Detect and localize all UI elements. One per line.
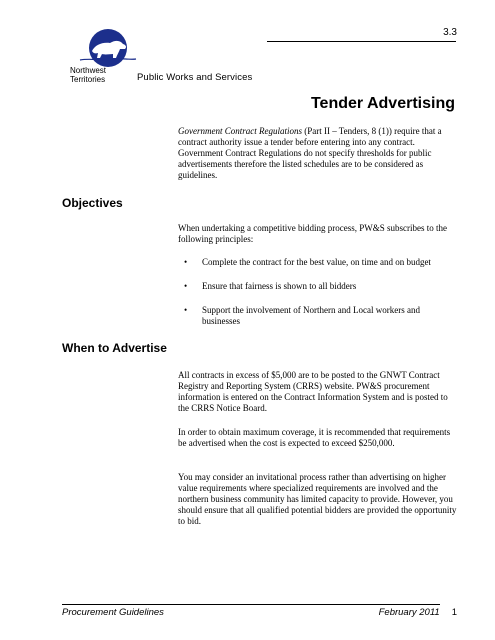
page-number: 1 <box>451 607 457 618</box>
list-item: • Complete the contract for the best value, on time and on budget <box>178 257 460 268</box>
objectives-list <box>178 305 460 327</box>
when-to-advertise-heading: When to Advertise <box>62 341 167 355</box>
department-name: Public Works and Services <box>137 72 253 83</box>
org-name-line2: Territories <box>70 75 106 84</box>
section-number: 3.3 <box>443 27 457 38</box>
objectives-intro: When undertaking a competitive bidding process, PW&S subscribes to the following principles: <box>178 223 447 244</box>
footer-title: Procurement Guidelines <box>62 607 164 618</box>
objectives-list <box>178 281 460 292</box>
advertise-paragraph: All contracts in excess of $5,000 are to be posted to the GNWT Contract Registry and Reporting System (CRRS) website. PW&S procurement information is entered on the Contract Information System and is posted to the CRRS Notice Board. <box>178 370 448 413</box>
objectives-list <box>178 257 460 268</box>
list-item: • Ensure that fairness is shown to all bidders <box>178 281 460 292</box>
regulation-reference: Government Contract Regulations <box>178 126 302 136</box>
footer-date: February 2011 <box>378 607 440 618</box>
intro-paragraph <box>178 126 458 181</box>
intro-text: (Part II – Tenders, 8 (1)) require that a contract authority issue a tender before entering into any contract. Government Contract Regulations do not specify thresholds for public advertisements therefore the listed schedules are to be considered as guidelines. <box>178 126 442 180</box>
header-rule <box>267 41 456 42</box>
org-name-line1: Northwest <box>70 66 107 75</box>
objectives-heading: Objectives <box>62 196 123 210</box>
advertise-paragraph: In order to obtain maximum coverage, it is recommended that requirements be advertised when the cost is expected to exceed $250,000. <box>178 427 451 448</box>
advertise-paragraph: You may consider an invitational process rather than advertising on higher value requirements where specialized requirements are involved and the northern business community has limited capacity to provide. However, you should ensure that all qualified potential bidders are provided the opportunity to bid. <box>178 472 457 526</box>
list-item: • Support the involvement of Northern and Local workers and businesses <box>178 305 460 327</box>
footer-rule <box>62 604 440 605</box>
org-name <box>70 66 106 84</box>
footer-meta <box>379 607 457 618</box>
page-title: Tender Advertising <box>310 95 455 112</box>
